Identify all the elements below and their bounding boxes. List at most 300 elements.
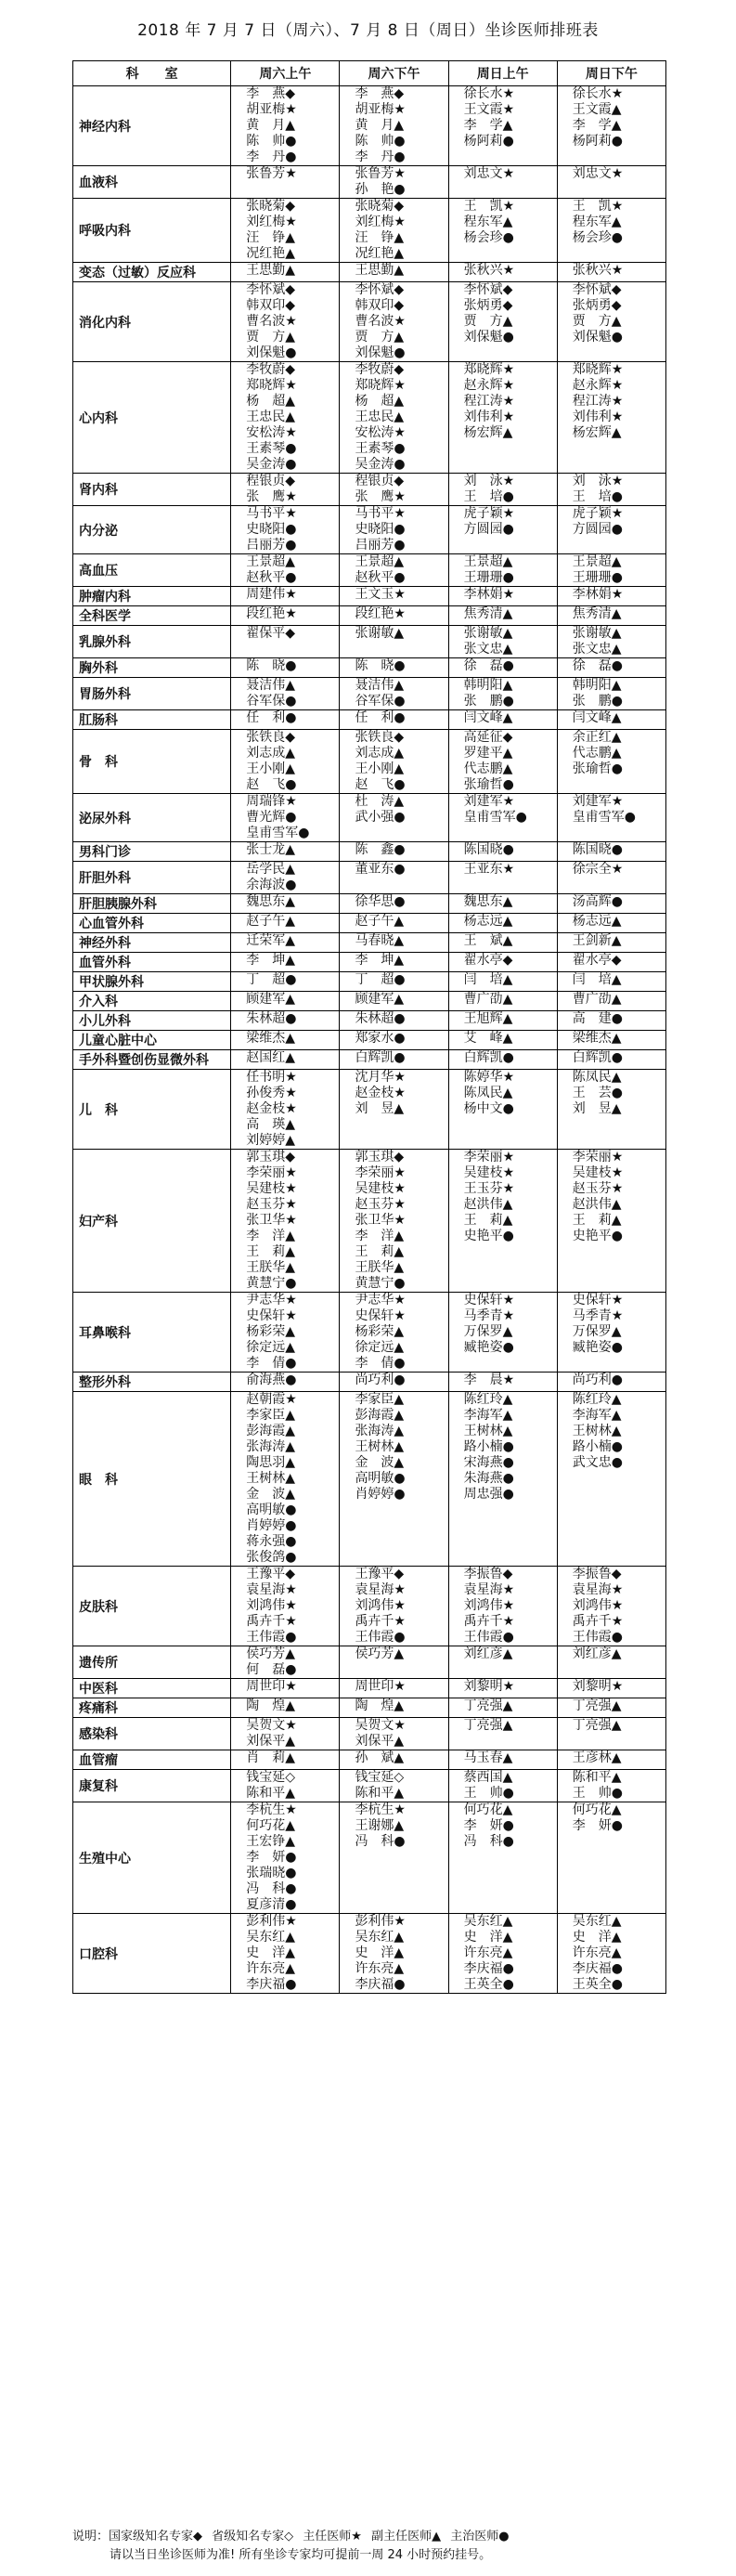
schedule-cell [448, 282, 557, 362]
schedule-cell [340, 842, 448, 862]
doctor-entry: 皇甫雪军● [572, 810, 636, 825]
doctor-entry: 张 鹏● [572, 694, 623, 709]
doctor-entry: 蒋永强● [246, 1534, 297, 1549]
doctor-entry: 李荣丽★ [246, 1165, 297, 1180]
doctor-entry: 臧艳姿● [463, 1340, 514, 1355]
doctor-entry: 赵永辉★ [463, 378, 515, 393]
doctor-entry: 何巧花▲ [463, 1802, 513, 1817]
doctor-entry: 王伟霞● [463, 1630, 514, 1645]
doctor-entry: 刘红彦▲ [572, 1646, 622, 1661]
schedule-cell [557, 1646, 665, 1679]
doctor-entry: 王 芸● [572, 1086, 623, 1100]
doctor-entry: 吴建枝★ [246, 1181, 297, 1196]
doctor-entry: 汪 铮▲ [355, 230, 405, 245]
schedule-cell [448, 894, 557, 914]
department-name: 心血管外科 [73, 914, 231, 933]
schedule-cell [231, 894, 340, 914]
doctor-entry: 高明敏● [246, 1503, 297, 1517]
legend-line-2: 请以当日坐诊医师为准! 所有坐诊专家均可提前一周 24 小时预约挂号。 [110, 2548, 492, 2562]
table-row [73, 166, 666, 199]
doctor-entry: 王亚东★ [463, 862, 515, 877]
doctor-entry: 高明敏● [355, 1471, 406, 1486]
doctor-entry: 李 晨★ [463, 1373, 515, 1387]
doctor-entry: 刘鸿伟★ [355, 1598, 406, 1613]
doctor-entry: 赵 飞● [246, 777, 297, 792]
schedule-cell [231, 794, 340, 842]
doctor-entry: 史 洋▲ [355, 1945, 405, 1960]
doctor-entry: 顾建军▲ [246, 992, 296, 1007]
doctor-entry: 金 波▲ [355, 1455, 405, 1470]
doctor-entry: 李海军▲ [463, 1408, 513, 1423]
doctor-entry: 王伟霞● [246, 1630, 297, 1645]
doctor-entry: 王文霞▲ [572, 102, 622, 117]
doctor-entry: 吴贺文★ [246, 1718, 297, 1733]
schedule-cell [448, 1392, 557, 1567]
doctor-entry: 袁星海★ [355, 1582, 406, 1597]
doctor-entry: 安松涛★ [355, 425, 406, 440]
doctor-entry: 张炳勇◆ [572, 298, 622, 313]
doctor-entry: 李 燕◆ [355, 86, 405, 101]
schedule-cell [557, 1150, 665, 1293]
schedule-cell [340, 587, 448, 606]
schedule-cell [231, 972, 340, 992]
doctor-entry: 赵永辉★ [572, 378, 624, 393]
doctor-entry: 俞海燕● [246, 1373, 297, 1387]
doctor-entry: 赵玉芬★ [572, 1181, 624, 1196]
doctor-entry: 侯巧芳▲ [355, 1646, 405, 1661]
doctor-entry: 杨志远▲ [463, 914, 513, 929]
doctor-entry: 张卫华★ [246, 1213, 297, 1228]
doctor-entry: 王朕华▲ [355, 1260, 405, 1275]
schedule-cell [557, 1070, 665, 1150]
table-row [73, 972, 666, 992]
department-name: 肿瘤内科 [73, 587, 231, 606]
doctor-entry: 张瑜哲● [463, 777, 514, 792]
doctor-entry: 史 洋▲ [463, 1930, 513, 1945]
doctor-entry: 王小刚▲ [355, 761, 405, 776]
doctor-entry: 程东军▲ [463, 215, 513, 229]
schedule-cell [557, 606, 665, 626]
doctor-entry: 陈国晓● [572, 842, 623, 857]
schedule-cell [448, 678, 557, 710]
doctor-entry: 史保轩★ [463, 1293, 515, 1308]
doctor-entry: 陈和平▲ [572, 1770, 622, 1785]
schedule-cell [340, 1392, 448, 1567]
schedule-cell [340, 933, 448, 953]
schedule-cell [448, 842, 557, 862]
doctor-entry: 杜 涛▲ [355, 794, 405, 809]
schedule-cell [231, 587, 340, 606]
doctor-entry: 徐华思● [355, 894, 406, 909]
doctor-entry: 陈婷华★ [463, 1070, 515, 1085]
doctor-entry: 董亚东● [355, 862, 406, 877]
doctor-entry: 高延征◆ [463, 730, 513, 745]
doctor-entry: 袁星海★ [572, 1582, 624, 1597]
doctor-entry: 刘保平▲ [355, 1734, 405, 1749]
doctor-entry: 杨宏辉▲ [572, 425, 622, 440]
schedule-cell [231, 506, 340, 554]
doctor-entry: 程江涛★ [463, 394, 515, 409]
doctor-entry: 李怀斌◆ [246, 282, 296, 297]
doctor-entry: 李林娟★ [572, 587, 624, 602]
doctor-entry: 程江涛★ [572, 394, 624, 409]
doctor-entry: 马季青★ [572, 1308, 624, 1323]
schedule-cell [557, 1031, 665, 1050]
doctor-entry: 顾建军▲ [355, 992, 405, 1007]
doctor-entry: 杨阿莉● [572, 134, 623, 149]
doctor-entry: 史 洋▲ [246, 1945, 296, 1960]
schedule-cell [340, 1914, 448, 1994]
doctor-entry: 尚巧利● [355, 1373, 406, 1387]
department-name: 变态（过敏）反应科 [73, 263, 231, 282]
header-sun-pm: 周日下午 [557, 61, 665, 86]
doctor-entry: 周瑞锋★ [246, 794, 297, 809]
doctor-entry: 张谢敏▲ [572, 626, 622, 641]
doctor-entry: 张晓菊◆ [246, 199, 296, 214]
doctor-entry: 李 洋▲ [246, 1229, 296, 1243]
doctor-entry: 黄 月▲ [246, 118, 296, 133]
doctor-entry: 高 建● [572, 1011, 623, 1026]
doctor-entry: 焦秀清▲ [463, 606, 513, 621]
department-name: 乳腺外科 [73, 626, 231, 658]
doctor-entry: 李 洋▲ [355, 1229, 405, 1243]
doctor-entry: 白辉凯● [463, 1050, 514, 1065]
doctor-entry: 张 鹰★ [246, 489, 297, 504]
doctor-entry: 代志鹏▲ [572, 746, 622, 761]
doctor-entry: 张鲁芳★ [246, 166, 297, 181]
doctor-entry: 王朕华▲ [246, 1260, 296, 1275]
schedule-cell [340, 474, 448, 506]
doctor-entry: 沈月华★ [355, 1070, 406, 1085]
department-name: 手外科暨创伤显微外科 [73, 1050, 231, 1070]
doctor-entry: 张秋兴★ [463, 263, 515, 278]
table-row [73, 587, 666, 606]
schedule-cell [557, 658, 665, 678]
doctor-entry: 刘鸿伟★ [572, 1598, 624, 1613]
schedule-cell [557, 842, 665, 862]
doctor-entry: 刘红梅★ [246, 215, 297, 229]
schedule-cell [557, 1293, 665, 1373]
schedule-cell [557, 933, 665, 953]
doctor-entry: 吕丽芳● [246, 538, 297, 553]
doctor-entry: 吴建枝★ [572, 1165, 624, 1180]
doctor-entry: 况红艳▲ [246, 246, 296, 261]
doctor-entry: 张谢敏▲ [355, 626, 405, 641]
doctor-entry: 皇甫雪军● [246, 826, 310, 840]
schedule-cell [340, 1011, 448, 1031]
schedule-cell [557, 1679, 665, 1698]
schedule-cell [557, 199, 665, 263]
doctor-entry: 张海涛▲ [355, 1424, 405, 1438]
doctor-entry: 王伟霞● [572, 1630, 623, 1645]
doctor-entry: 彭利伟★ [246, 1914, 297, 1929]
schedule-cell [340, 606, 448, 626]
doctor-entry: 王忠民▲ [355, 410, 405, 424]
doctor-entry: 郑家水● [355, 1031, 406, 1046]
schedule-cell [340, 1293, 448, 1373]
schedule-cell [340, 506, 448, 554]
schedule-cell [340, 1750, 448, 1770]
doctor-entry: 赵金枝★ [246, 1101, 297, 1116]
schedule-cell [557, 1718, 665, 1750]
doctor-entry: 王思勤▲ [355, 263, 405, 278]
doctor-entry: 李 学▲ [572, 118, 622, 133]
schedule-cell [340, 1802, 448, 1914]
schedule-cell [340, 554, 448, 587]
doctor-entry: 丁亮强▲ [572, 1698, 622, 1713]
doctor-entry: 杨会珍● [572, 230, 623, 245]
doctor-entry: 刘伟利★ [572, 410, 624, 424]
doctor-entry: 武文忠● [572, 1455, 623, 1470]
doctor-entry: 陈 帅● [355, 134, 406, 149]
table-row [73, 1150, 666, 1293]
doctor-entry: 刘 泳★ [463, 474, 515, 488]
doctor-entry: 马书平★ [246, 506, 297, 521]
doctor-entry: 禹卉千★ [246, 1614, 297, 1629]
doctor-entry: 王 培● [463, 489, 514, 504]
table-row [73, 842, 666, 862]
schedule-cell [448, 86, 557, 166]
doctor-entry: 吴建枝★ [463, 1165, 515, 1180]
schedule-table [72, 60, 666, 1994]
department-name: 男科门诊 [73, 842, 231, 862]
department-name: 小儿外科 [73, 1011, 231, 1031]
department-name: 整形外科 [73, 1373, 231, 1392]
schedule-cell [557, 282, 665, 362]
doctor-entry: 冯 科● [463, 1834, 514, 1849]
table-row [73, 626, 666, 658]
doctor-entry: 王 帅● [572, 1786, 623, 1801]
doctor-entry: 徐定远▲ [246, 1340, 296, 1355]
doctor-entry: 王文霞★ [463, 102, 515, 117]
doctor-entry: 赵金枝★ [355, 1086, 406, 1100]
doctor-entry: 赵子午▲ [246, 914, 296, 929]
schedule-cell [448, 933, 557, 953]
schedule-cell [557, 1373, 665, 1392]
schedule-cell [231, 1770, 340, 1802]
schedule-cell [557, 263, 665, 282]
doctor-entry: 韩明阳▲ [572, 678, 622, 693]
doctor-entry: 王剑新▲ [572, 933, 622, 948]
doctor-entry: 刘保平▲ [246, 1734, 296, 1749]
schedule-cell [448, 992, 557, 1011]
doctor-entry: 方圆园● [463, 522, 514, 537]
schedule-cell [448, 914, 557, 933]
doctor-entry: 任 利● [246, 710, 297, 725]
doctor-entry: 代志鹏▲ [463, 761, 513, 776]
doctor-entry: 史艳平● [572, 1229, 623, 1243]
doctor-entry: 李振鲁◆ [463, 1567, 513, 1581]
department-name: 肛肠科 [73, 710, 231, 730]
doctor-entry: 许东亮▲ [355, 1961, 405, 1976]
doctor-entry: 王素琴● [355, 441, 406, 456]
doctor-entry: 王景超▲ [355, 554, 405, 569]
doctor-entry: 陈凤民▲ [463, 1086, 513, 1100]
schedule-cell [231, 1031, 340, 1050]
doctor-entry: 王树林▲ [246, 1471, 296, 1486]
schedule-cell [231, 86, 340, 166]
schedule-cell [340, 862, 448, 894]
doctor-entry: 陈和平▲ [355, 1786, 405, 1801]
schedule-cell [340, 282, 448, 362]
schedule-cell [448, 1070, 557, 1150]
doctor-entry: 魏思东▲ [246, 894, 296, 909]
schedule-cell [448, 506, 557, 554]
doctor-entry: 张铁良◆ [355, 730, 405, 745]
schedule-cell [340, 953, 448, 972]
doctor-entry: 闫文峰▲ [463, 710, 513, 725]
doctor-entry: 刘鸿伟★ [246, 1598, 297, 1613]
table-row [73, 1679, 666, 1698]
doctor-entry: 王景超▲ [463, 554, 513, 569]
doctor-entry: 刘保魁● [463, 330, 514, 345]
schedule-cell [557, 474, 665, 506]
doctor-entry: 许东亮▲ [572, 1945, 622, 1960]
doctor-entry: 袁星海★ [246, 1582, 297, 1597]
doctor-entry: 李庆福● [246, 1977, 297, 1992]
doctor-entry: 聂洁伟▲ [246, 678, 296, 693]
legend-attending: 主治医师● [450, 2530, 510, 2543]
schedule-cell [448, 710, 557, 730]
doctor-entry: 武小强● [355, 810, 406, 825]
doctor-entry: 李荣丽★ [572, 1150, 624, 1164]
doctor-entry: 张文忠▲ [572, 642, 622, 657]
doctor-entry: 吴东红▲ [572, 1914, 622, 1929]
doctor-entry: 赵国红▲ [246, 1050, 296, 1065]
doctor-entry: 刘 昱▲ [355, 1101, 405, 1116]
schedule-cell [340, 1679, 448, 1698]
doctor-entry: 黄慧宁● [355, 1276, 406, 1291]
doctor-entry: 张铁良◆ [246, 730, 296, 745]
doctor-entry: 李 坤▲ [355, 953, 405, 968]
schedule-cell [340, 86, 448, 166]
doctor-entry: 丁 超● [246, 972, 297, 987]
schedule-cell [557, 953, 665, 972]
doctor-entry: 李 妍● [246, 1850, 297, 1865]
doctor-entry: 贾 方▲ [246, 330, 296, 345]
doctor-entry: 史艳平● [463, 1229, 514, 1243]
header-sat-pm: 周六下午 [340, 61, 448, 86]
doctor-entry: 李海军▲ [572, 1408, 622, 1423]
schedule-cell [340, 1567, 448, 1646]
table-row [73, 1718, 666, 1750]
schedule-cell [231, 1567, 340, 1646]
doctor-entry: 徐长水★ [463, 86, 515, 101]
doctor-entry: 彭海霞▲ [355, 1408, 405, 1423]
schedule-cell [340, 1050, 448, 1070]
doctor-entry: 曹光辉● [246, 810, 297, 825]
schedule-cell [557, 678, 665, 710]
schedule-cell [448, 362, 557, 474]
table-row [73, 282, 666, 362]
doctor-entry: 王 培● [572, 489, 623, 504]
doctor-entry: 徐长水★ [572, 86, 624, 101]
doctor-entry: 谷军保● [355, 694, 406, 709]
doctor-entry: 臧艳姿● [572, 1340, 623, 1355]
doctor-entry: 杨阿莉● [463, 134, 514, 149]
schedule-cell [448, 1914, 557, 1994]
department-name: 血液科 [73, 166, 231, 199]
schedule-cell [448, 1718, 557, 1750]
doctor-entry: 何巧花▲ [572, 1802, 622, 1817]
schedule-cell [448, 1031, 557, 1050]
doctor-entry: 丁亮强▲ [463, 1698, 513, 1713]
schedule-cell [448, 1698, 557, 1718]
doctor-entry: 陈国晓● [463, 842, 514, 857]
doctor-entry: 王珊珊● [572, 570, 623, 585]
doctor-entry: 朱林超● [355, 1011, 406, 1026]
doctor-entry: 刘 昱▲ [572, 1101, 622, 1116]
doctor-entry: 王 斌▲ [463, 933, 513, 948]
schedule-cell [557, 1011, 665, 1031]
schedule-cell [340, 894, 448, 914]
doctor-entry: 黄慧宁● [246, 1276, 297, 1291]
schedule-cell [448, 1373, 557, 1392]
doctor-entry: 郑晓辉★ [572, 362, 624, 377]
doctor-entry: 钱宝延◇ [355, 1770, 405, 1785]
legend-national-expert: 说明：国家级知名专家◆ [72, 2530, 202, 2543]
schedule-cell [231, 282, 340, 362]
schedule-cell [448, 1646, 557, 1679]
schedule-cell [448, 587, 557, 606]
doctor-entry: 赵玉芬★ [246, 1197, 297, 1212]
doctor-entry: 余正红▲ [572, 730, 622, 745]
doctor-entry: 汪 铮▲ [246, 230, 296, 245]
doctor-entry: 陈凤民▲ [572, 1070, 622, 1085]
doctor-entry: 周世印★ [355, 1679, 406, 1694]
department-name: 皮肤科 [73, 1567, 231, 1646]
doctor-entry: 刘黎明★ [463, 1679, 515, 1694]
doctor-entry: 周建伟★ [246, 587, 297, 602]
doctor-entry: 周世印★ [246, 1679, 297, 1694]
doctor-entry: 赵洪伟▲ [572, 1197, 622, 1212]
doctor-entry: 徐定远▲ [355, 1340, 405, 1355]
schedule-cell [448, 1679, 557, 1698]
schedule-cell [231, 1679, 340, 1698]
doctor-entry: 张秋兴★ [572, 263, 624, 278]
doctor-entry: 郑晓辉★ [355, 378, 406, 393]
department-name: 甲状腺外科 [73, 972, 231, 992]
schedule-cell [557, 554, 665, 587]
doctor-entry: 赵 飞● [355, 777, 406, 792]
doctor-entry: 李庆福● [463, 1961, 514, 1976]
schedule-cell [448, 554, 557, 587]
doctor-entry: 何巧花▲ [246, 1818, 296, 1833]
table-row [73, 1750, 666, 1770]
schedule-cell [340, 1770, 448, 1802]
doctor-entry: 徐宗全★ [572, 862, 624, 877]
doctor-entry: 张士龙▲ [246, 842, 296, 857]
doctor-entry: 胡亚梅★ [355, 102, 406, 117]
schedule-cell [340, 362, 448, 474]
schedule-cell [557, 506, 665, 554]
doctor-entry: 况红艳▲ [355, 246, 405, 261]
schedule-cell [340, 1070, 448, 1150]
schedule-cell [340, 166, 448, 199]
schedule-cell [557, 86, 665, 166]
doctor-entry: 刘志成▲ [355, 746, 405, 761]
department-name: 中医科 [73, 1679, 231, 1698]
doctor-entry: 张卫华★ [355, 1213, 406, 1228]
schedule-cell [231, 1150, 340, 1293]
schedule-cell [340, 263, 448, 282]
schedule-cell [340, 914, 448, 933]
schedule-cell [557, 166, 665, 199]
schedule-cell [231, 992, 340, 1011]
table-row [73, 1646, 666, 1679]
doctor-entry: 徐 磊● [463, 658, 514, 673]
doctor-entry: 彭利伟★ [355, 1914, 406, 1929]
